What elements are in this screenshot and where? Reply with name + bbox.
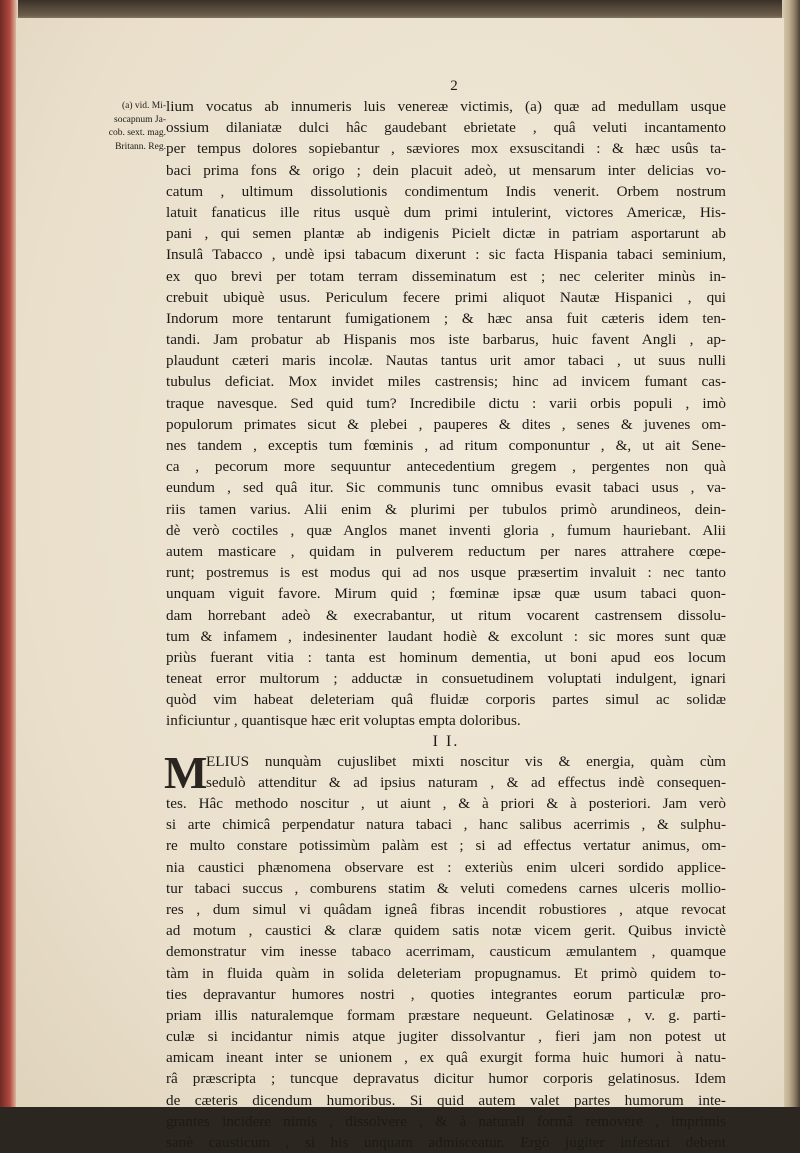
text-line: grantes incidere nimis , dissolvere , & à naturali formâ removere , imprimis <box>166 1112 726 1130</box>
section-heading: I I. <box>432 732 460 750</box>
text-line: tandi. Jam probatur ab Hispanis mos iste barbarus, huic favent Angli , ap- <box>166 331 726 349</box>
text-line: demonstratur vim inesse tabaco acerrimam, causticum æmulantem , quamque <box>166 943 726 961</box>
text-line: tur tabaci succus , comburens statim & veluti comedens carnes ulceris mollio- <box>166 879 726 897</box>
text-line: tàm in fluida quàm in solida deleteriam propugnamus. Et primò quidem to- <box>166 964 726 982</box>
text-line: culæ si incidantur nimis atque jugiter dissolvantur , fieri jam non potest ut <box>166 1028 726 1046</box>
text-line: ex quo brevi per totam terram disseminatum est ; nec celeriter minùs in- <box>166 267 726 285</box>
text-line: unquam viguit favore. Mirum quid ; fœminæ ipsæ quæ usum tabaci quon- <box>166 585 726 603</box>
text-line: nes tandem , exceptis tum fœminis , ad ritum componuntur , &, ut ait Sene- <box>166 437 726 454</box>
text-line: tubulus deficiat. Mox invidet miles castrensis; hinc ad invicem fumant cas- <box>166 373 726 391</box>
marginal-note-line: (a) vid. Mi- <box>121 101 166 111</box>
text-line: ossium dilaniatæ dulci hâc gaudebant ebrietate , quâ veluti incantamento <box>166 119 726 137</box>
marginal-note-line: Britann. Reg. <box>115 141 166 152</box>
text-line: si arte chimicâ perpendatur natura tabaci , hanc salibus acerrimis , & sulphu- <box>166 816 726 834</box>
marginal-note-line: cob. sext. mag. <box>108 128 166 138</box>
text-line: amicam ineant inter se unionem , ex quâ exurgit forma huic humori à natu- <box>166 1049 726 1067</box>
text-line: ELIUS nunquàm cujuslibet mixti noscitur vis & energia, quàm cùm <box>206 752 726 770</box>
text-line: catum , ultimum dissolutionis condimentum Indis venerit. Orbem nostrum <box>166 182 726 200</box>
text-line: Indorum more tentarunt fumigationem ; & hæc ansa fuit cæteris idem ten- <box>166 309 726 327</box>
page-number: 2 <box>450 78 458 94</box>
text-line: re multo constare potissimùm palàm est ; si ad effectus vertatur animus, om- <box>166 837 726 855</box>
text-line: populorum primates sicut & plebei , pauperes & dites , senes & juvenes om- <box>166 415 726 433</box>
text-line: baci prima fons & origo ; dein placuit adeò, ut mensarum inter delicias vo- <box>166 161 726 179</box>
text-line: ties depravantur humores nostri , quoties integrantes eorum particulæ pro- <box>166 985 726 1003</box>
drop-cap: M <box>164 746 208 798</box>
body-text <box>166 96 726 1153</box>
text-line: latuit fanaticus ille ritus usquè dum primi intulerint, victores Americæ, His- <box>166 203 726 221</box>
text-line: priam illis naturalemque formam præstare nequeunt. Gelatinosæ , v. g. parti- <box>166 1006 726 1024</box>
paragraph-one <box>166 96 726 732</box>
text-line: lium vocatus ab innumeris luis venereæ victimis, (a) quæ ad medullam usque <box>166 98 726 115</box>
text-line: quòd vim habeat deleteriam quâ fluidæ corporis partes simul ac solidæ <box>166 691 726 709</box>
page-edges <box>782 0 800 1107</box>
text-line: traque navesque. Sed quid tum? Incredibile dictu : varii orbis populi , imò <box>166 394 726 412</box>
text-line: plaudunt cæteri maris incolæ. Nautas tantus urit amor tabaci , ut suus nulli <box>166 352 726 370</box>
text-line: autem masticare , quidam in pulverem reductum per nares attrahere cœpe- <box>166 542 726 560</box>
text-line: ca , pecorum more sequuntur antecedentium gregem , pergentes non quà <box>166 458 726 476</box>
text-line: dam horrebant adeò & execrabantur, ut ritum vocarent castrensem dissolu- <box>166 606 726 624</box>
text-line: inficiuntur , quantisque hæc erit voluptas empta doloribus. <box>166 712 521 730</box>
text-line: Insulâ Tabacco , undè ipsi tabacum dixerunt : sic facta Hispania tabaci seminium, <box>166 246 726 264</box>
text-line: res , dum simul vi quâdam igneâ fibras incendit robustiores , atque revocat <box>166 900 726 918</box>
paragraph-two <box>164 746 726 1153</box>
text-line: sedulò attenditur & ad ipsius naturam , & ad effectus indè consequen- <box>206 773 726 791</box>
text-line: dè verò coctiles , quæ Anglos manet inventi gloria , fumum hauriebant. Alii <box>166 521 726 539</box>
text-line: ad motum , caustici & claræ quidem satis notæ vicem gerit. Quibus invictè <box>166 922 726 940</box>
text-line: tes. Hâc methodo noscitur , ut aiunt , & à priori & à posteriori. Jam verò <box>166 795 726 812</box>
text-line: pani , qui semen plantæ ab indigenis Picielt dictæ in patriam asportarunt ab <box>166 225 726 243</box>
text-line: riis tamen varius. Alii enim & plurimi per tubulos primò arundineos, dein- <box>166 500 726 518</box>
text-line: nia caustici phænomena observare est : exteriùs enim ulceri sordido applice- <box>166 858 726 876</box>
text-line: crebuit ubiquè usus. Periculum fecere primi aliquot Nautæ Hispanici , qui <box>166 288 726 306</box>
text-line: per tempus dolores sopiebantur , sæviores mox exsuscitandi : & hæc usûs ta- <box>166 140 726 158</box>
marginal-note <box>104 100 166 154</box>
text-line: teneat error multorum ; adductæ in consuetudinem voluptati indulgent, ignari <box>166 670 726 688</box>
text-line: râ præscripta ; tuncque depravatus dicitur humor corporis gelatinosus. Idem <box>166 1070 726 1088</box>
text-line: sanè causticum , si his unquam admisceatur. Ergò jugiter infestari debent <box>166 1134 726 1151</box>
book-page <box>16 18 784 1151</box>
marginal-note-line: socapnum Ja- <box>114 114 166 125</box>
text-line: priùs fuerant vitia : tanta est hominum dementia, ut boni apud eos locum <box>166 648 726 666</box>
text-line: tum & infamem , indesinenter laudant hodiè & excolunt : sic mores sunt quæ <box>166 627 726 645</box>
text-line: de cæteris dicendum humoribus. Si quid autem valet partes humorum inte- <box>166 1091 726 1109</box>
text-line: eundum , sed quâ itur. Sic communis tunc omnibus evasit tabaci usus , va- <box>166 479 726 497</box>
text-line: runt; postremus is est modus qui ad nos usque præsertim invaluit : nec tanto <box>166 564 726 582</box>
